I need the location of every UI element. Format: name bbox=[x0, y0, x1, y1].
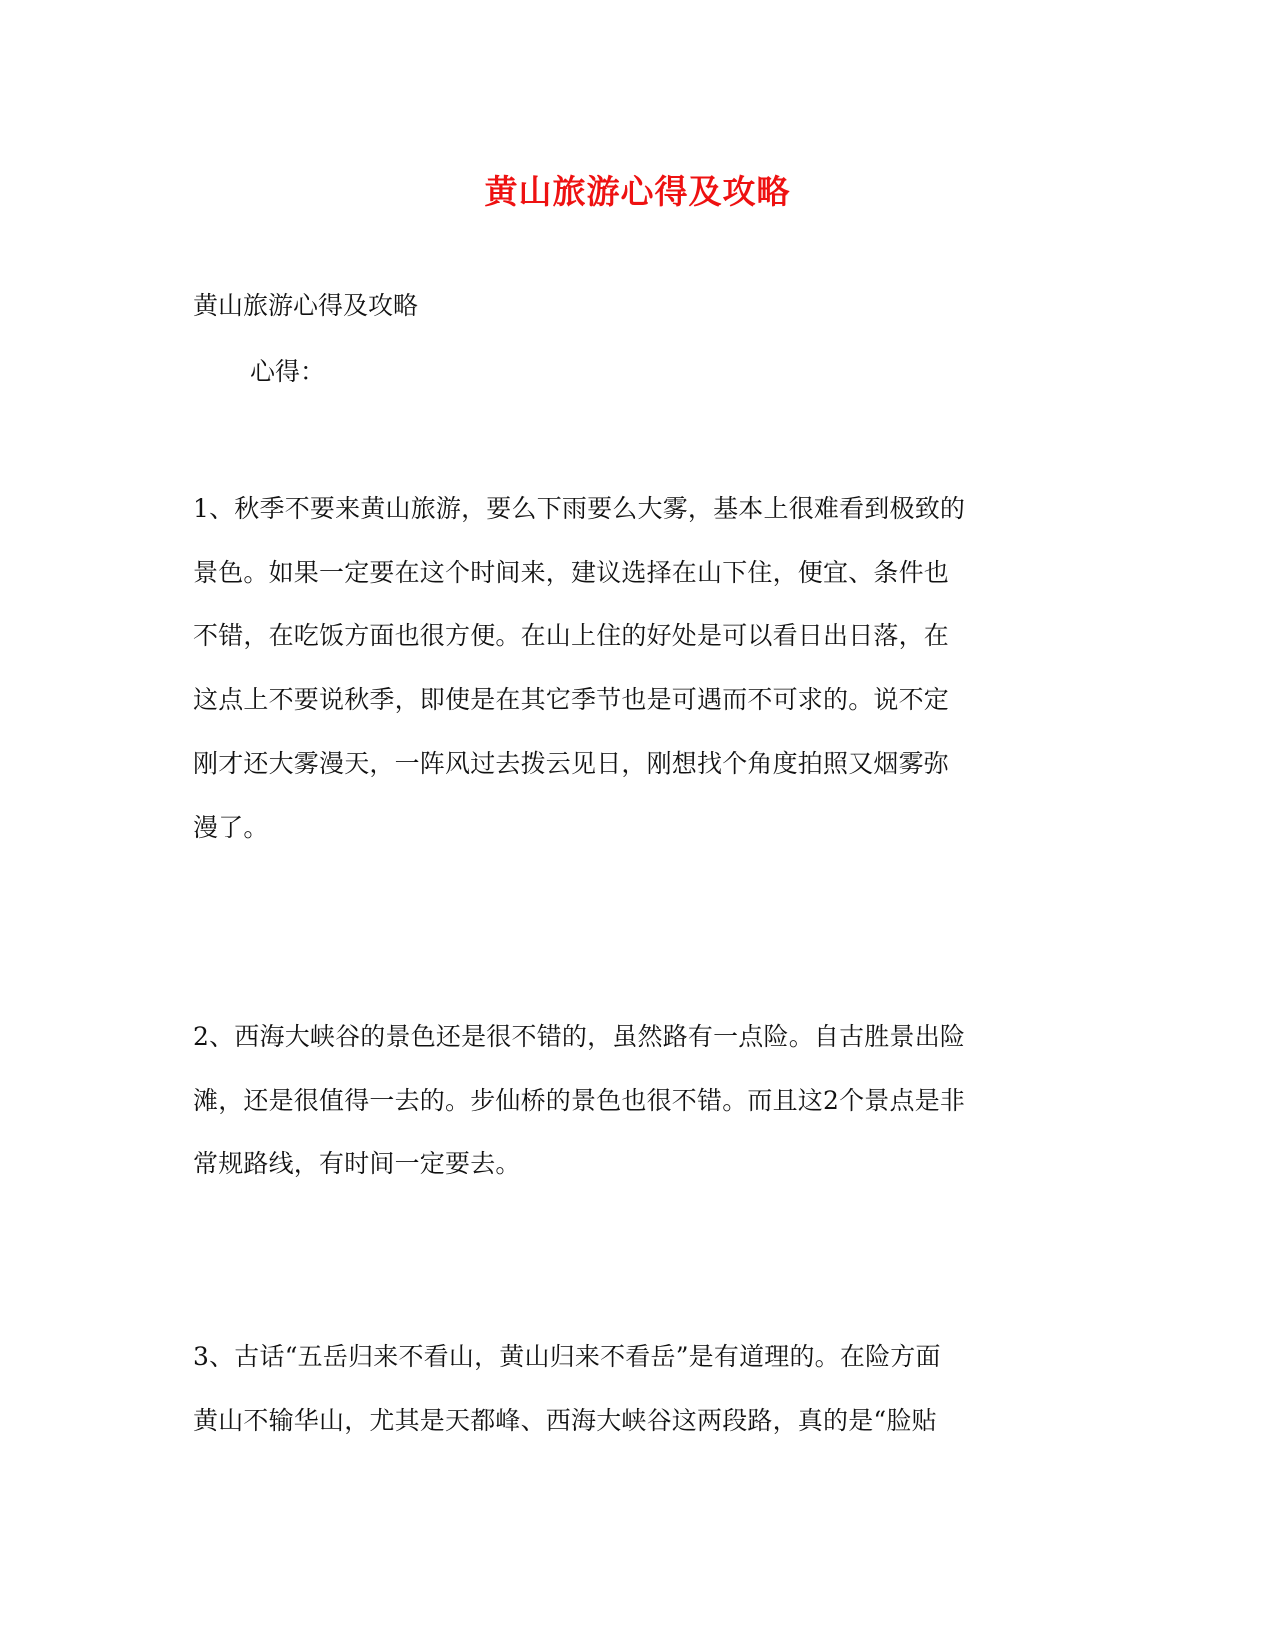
paragraph-line: 滩，还是很值得一去的。步仙桥的景色也很不错。而且这2个景点是非 bbox=[193, 1085, 966, 1115]
section-heading: 心得： bbox=[250, 357, 326, 386]
paragraph-3 bbox=[193, 1325, 1083, 1452]
paragraph-1 bbox=[193, 477, 1083, 859]
paragraph-line: 刚才还大雾漫天，一阵风过去拨云见日，刚想找个角度拍照又烟雾弥 bbox=[193, 748, 950, 778]
document-title: 黄山旅游心得及攻略 bbox=[484, 172, 791, 211]
paragraph-line: 常规路线，有时间一定要去。 bbox=[193, 1149, 521, 1179]
paragraph-line: 景色。如果一定要在这个时间来，建议选择在山下住，便宜、条件也 bbox=[193, 557, 950, 587]
paragraph-line: 黄山不输华山，尤其是天都峰、西海大峡谷这两段路，真的是“脸贴 bbox=[193, 1405, 937, 1435]
document-subtitle: 黄山旅游心得及攻略 bbox=[193, 291, 419, 320]
paragraph-line: 1、秋季不要来黄山旅游，要么下雨要么大雾，基本上很难看到极致的 bbox=[193, 494, 966, 523]
paragraph-line: 3、古话“五岳归来不看山，黄山归来不看岳”是有道理的。在险方面 bbox=[193, 1342, 941, 1371]
paragraph-2 bbox=[193, 1005, 1083, 1196]
paragraph-line: 这点上不要说秋季，即使是在其它季节也是可遇而不可求的。说不定 bbox=[193, 685, 950, 715]
paragraph-line: 漫了。 bbox=[193, 812, 269, 842]
paragraph-line: 2、西海大峡谷的景色还是很不错的，虽然路有一点险。自古胜景出险 bbox=[193, 1022, 966, 1051]
paragraph-line: 不错，在吃饭方面也很方便。在山上住的好处是可以看日出日落，在 bbox=[193, 621, 950, 651]
